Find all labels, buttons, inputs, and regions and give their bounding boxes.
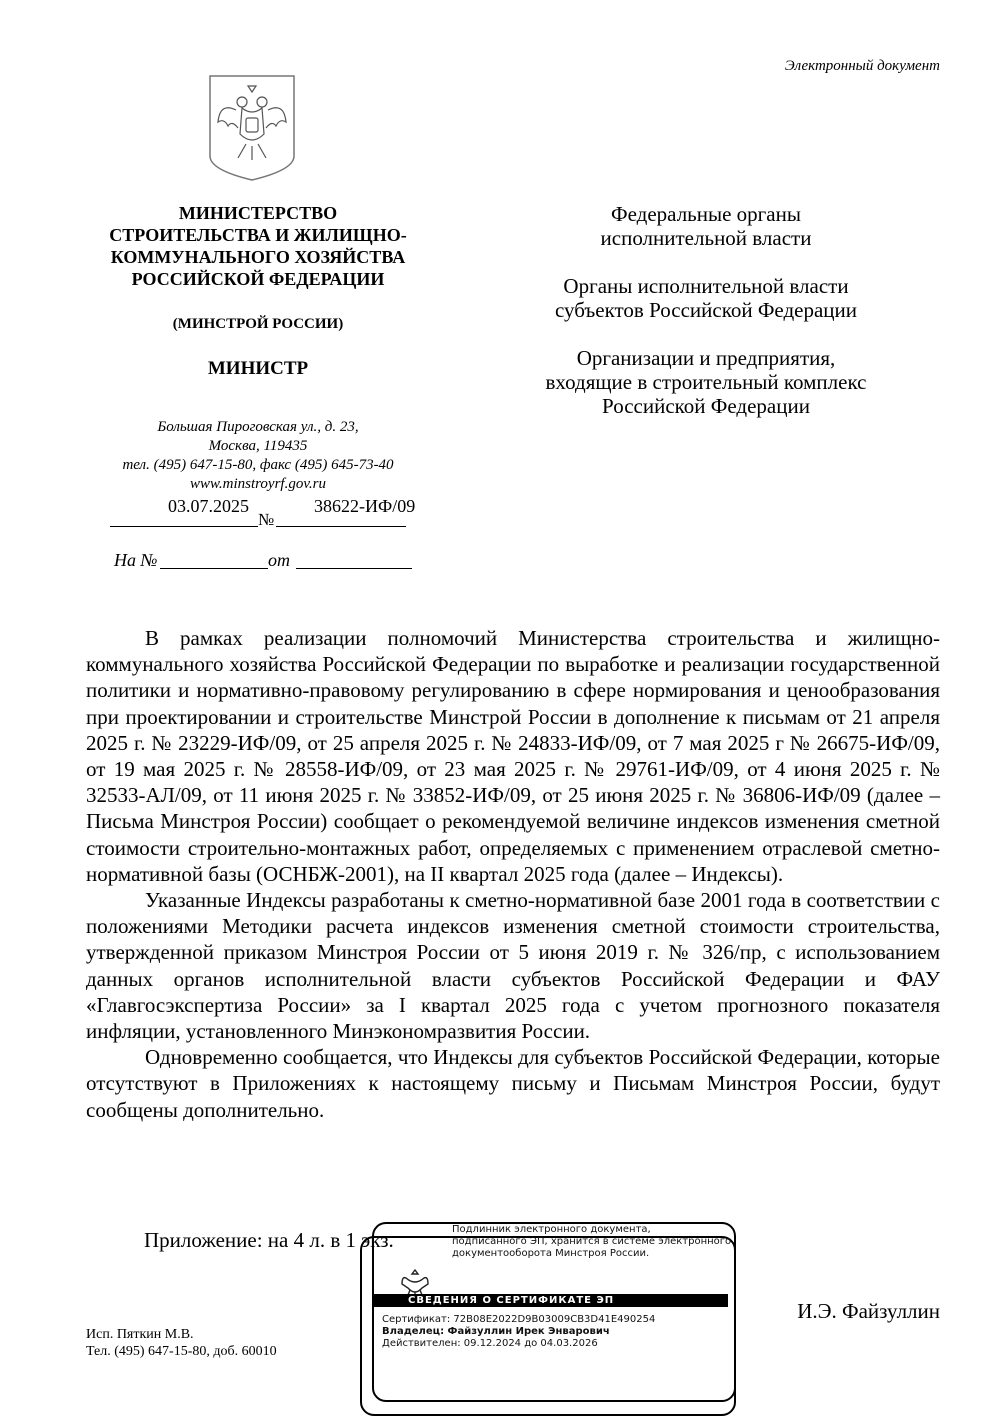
sender-position: МИНИСТР <box>207 358 309 379</box>
addressee-line: Органы исполнительной власти <box>563 274 849 298</box>
reference-from-label: от <box>268 550 290 570</box>
reference-date-line <box>296 550 412 569</box>
addressee-block <box>506 202 906 250</box>
electronic-signature-stamp <box>360 1222 750 1414</box>
address-line: Большая Пироговская ул., д. 23, <box>157 419 359 435</box>
addressees <box>506 202 906 442</box>
body-paragraph: Одновременно сообщается, что Индексы для субъектов Российской Федерации, которые отсутствуют в Приложениях к настоящему письму и Письмам Минстроя России, будут сообщены дополнительно. <box>86 1045 940 1122</box>
stamp-title-bar: СВЕДЕНИЯ О СЕРТИФИКАТЕ ЭП <box>374 1294 728 1307</box>
addressee-block <box>506 274 906 322</box>
electronic-document-label: Электронный документ <box>784 58 940 74</box>
address-line: тел. (495) 647-15-80, факс (495) 645-73-40 <box>122 457 394 473</box>
addressee-line: Российской Федерации <box>602 394 810 418</box>
reference-label: На № <box>114 550 158 570</box>
document-date: 03.07.2025 <box>168 496 249 516</box>
body-paragraph: В рамках реализации полномочий Министерства строительства и жилищно-коммунального хозяйства Российской Федерации по выработке и реализации государственной политики и нормативно-правовому регулированию в сфере нормирования и ценообразования при проектировании и строительстве Минстрой России в дополнение к письмам от 21 апреля 2025 г. № 23229-ИФ/09, от 25 апреля 2025 г. № 24833-ИФ/09, от 7 мая 2025 г № 26675-ИФ/09, от 19 мая 2025 г. № 28558-ИФ/09, от 23 мая 2025 г. № 29761-ИФ/09, от 4 июня 2025 г. № 32533-АЛ/09, от 11 июня 2025 г. № 33852-ИФ/09, от 25 июня 2025 г. № 36806-ИФ/09 (далее – Письма Минстроя России) сообщает о рекомендуемой величине индексов изменения сметной стоимости строительно-монтажных работ, определяемых с применением отраслевой сметно-нормативной базы (ОСНБЖ-2001), на II квартал 2025 года (далее – Индексы). <box>86 626 940 886</box>
ministry-short-name: (МИНСТРОЙ РОССИИ) <box>172 316 344 332</box>
stamp-intro-line: Подлинник электронного документа, <box>452 1224 651 1235</box>
ministry-line: РОССИЙСКОЙ ФЕДЕРАЦИИ <box>131 269 385 289</box>
addressee-block <box>506 346 906 418</box>
coat-of-arms-emblem <box>206 72 298 184</box>
addressee-line: исполнительной власти <box>600 226 812 250</box>
ministry-line: МИНИСТЕРСТВО <box>178 203 338 223</box>
ministry-line: КОММУНАЛЬНОГО ХОЗЯЙСТВА <box>110 247 406 267</box>
executor-name: Исп. Пяткин М.В. <box>86 1327 194 1342</box>
stamp-intro-line: подписанного ЭП, хранится в системе электронного <box>452 1236 732 1247</box>
executor-phone: Тел. (495) 647-15-80, доб. 60010 <box>86 1344 277 1359</box>
stamp-certificate: Сертификат: 72B08E2022D9B03009CB3D41E490254 <box>382 1314 656 1325</box>
addressee-line: Организации и предприятия, <box>576 346 836 370</box>
address-line: Москва, 119435 <box>208 438 308 454</box>
signer-name: И.Э. Файзуллин <box>797 1299 940 1323</box>
ministry-name <box>60 202 456 290</box>
body-paragraph: Указанные Индексы разработаны к сметно-нормативной базе 2001 года в соответствии с положениями Методики расчета индексов изменения сметной стоимости строительства, утвержденной приказом Минстроя России от 5 июня 2019 г. № 326/пр, с использованием данных органов исполнительной власти субъектов Российской Федерации и ФАУ «Главгосэкспертиза России» за I квартал 2025 года с учетом прогнозного показателя инфляции, установленного Минэкономразвития России. <box>86 888 940 1044</box>
addressee-line: Федеральные органы <box>611 202 801 226</box>
stamp-validity: Действителен: 09.12.2024 до 04.03.2026 <box>382 1338 598 1349</box>
website-link[interactable]: www.minstroyrf.gov.ru <box>190 476 326 492</box>
addressee-line: субъектов Российской Федерации <box>554 298 858 322</box>
ministry-line: СТРОИТЕЛЬСТВА И ЖИЛИЩНО- <box>109 225 407 245</box>
executor-info <box>86 1326 277 1360</box>
stamp-intro-line: документооборота Минстроя России. <box>452 1248 650 1259</box>
addressee-line: входящие в строительный комплекс <box>545 370 867 394</box>
sender-address <box>60 418 456 494</box>
stamp-owner-text: Владелец: Файзуллин Ирек Энварович <box>382 1326 610 1337</box>
letter-body <box>86 625 940 1123</box>
stamp-owner <box>382 1326 610 1338</box>
document-number: 38622-ИФ/09 <box>314 496 416 516</box>
number-sign: № <box>258 510 275 529</box>
reference-number-line <box>160 550 268 569</box>
attachment-note: Приложение: на 4 л. в 1 экз. <box>144 1228 394 1252</box>
